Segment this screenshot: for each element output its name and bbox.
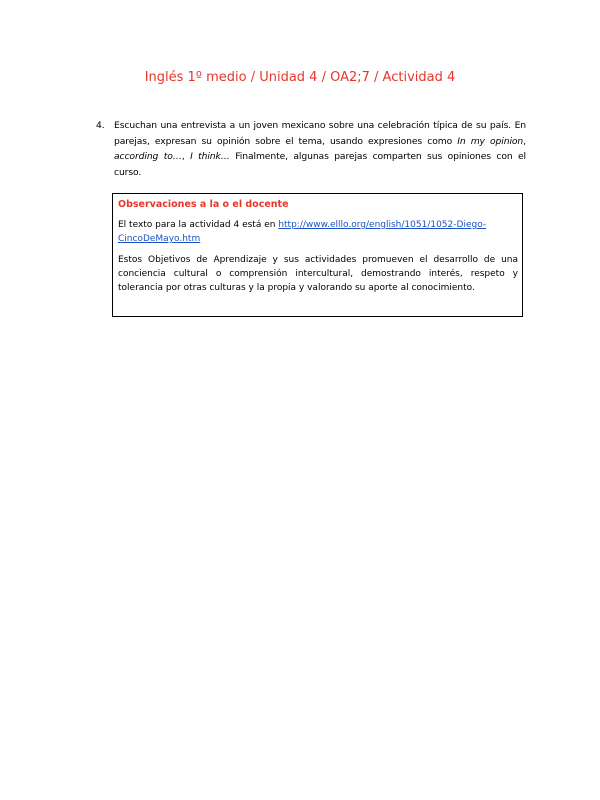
activity-text-part1: Escuchan una entrevista a un joven mexicano sobre una celebración típica de su país. En parejas, expresan su opinión sobre el tema, usando expresiones como (114, 120, 526, 147)
expression-i-think: I think… (190, 151, 230, 162)
observations-intro-text: El texto para la actividad 4 está en (118, 220, 279, 230)
observations-box (112, 193, 523, 317)
activity-text-part3: , (181, 151, 191, 162)
activity-text-part4: Finalmente, algunas parejas comparten sus opiniones con el curso. (114, 151, 527, 178)
activity-item (96, 118, 526, 180)
activity-number: 4. (96, 120, 105, 131)
observations-link[interactable]: http://www.elllo.org/english/1051/1052-Diego-CincoDeMayo.htm (118, 220, 487, 244)
expression-in-my-opinion: In my opinion (457, 135, 524, 147)
observations-title: Observaciones a la o el docente (118, 199, 289, 210)
expression-according-to: according to… (114, 151, 182, 162)
activity-text (114, 118, 526, 180)
observations-paragraph: Estos Objetivos de Aprendizaje y sus actividades promueven el desarrollo de una conciencia cultural o comprensión intercultural, demostrando interés, respeto y tolerancia por otras culturas y la propia y valorando su aporte al conocimiento. (118, 255, 518, 293)
page-title: Inglés 1º medio / Unidad 4 / OA2;7 / Actividad 4 (144, 70, 456, 85)
activity-text-part2: , (523, 135, 526, 147)
observations-link-line (118, 218, 518, 246)
